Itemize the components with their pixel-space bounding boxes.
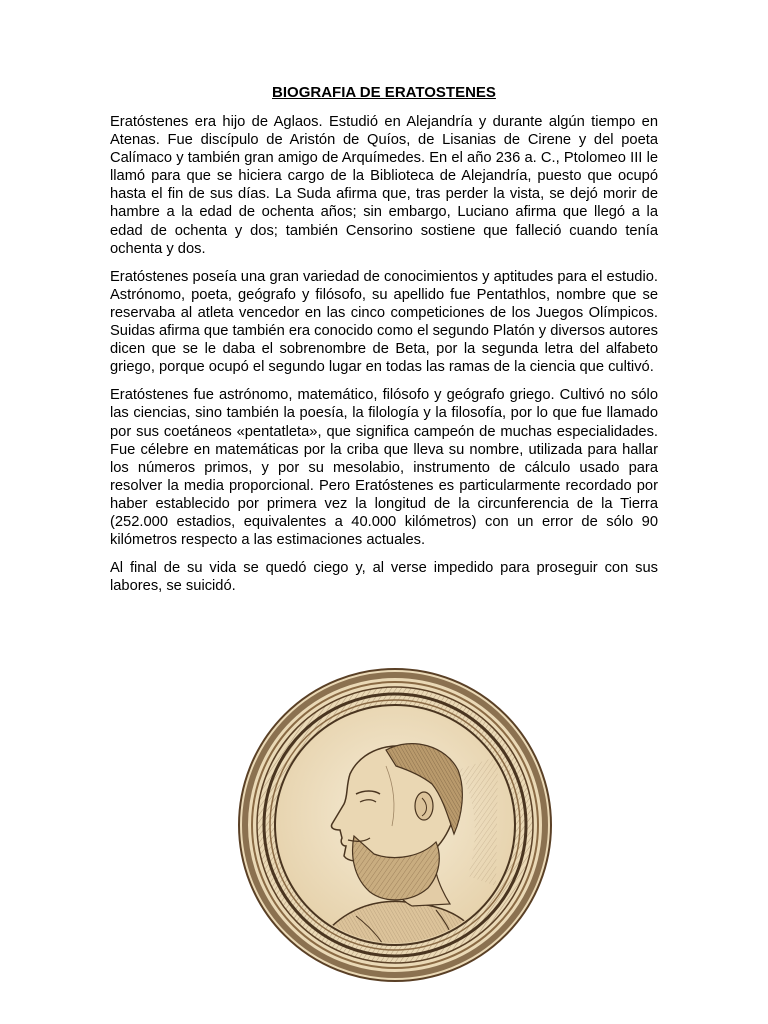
document-page — [110, 84, 658, 605]
paragraph-4: Al final de su vida se quedó ciego y, al verse impedido para proseguir con sus labores, se suicidó. — [110, 560, 658, 595]
paragraph-2: Eratóstenes poseía una gran variedad de conocimientos y aptitudes para el estudio. Astrónomo, poeta, geógrafo y filósofo, su apellido fue Pentathlos, nombre que se reservaba al atleta vencedor en las cinco competiciones de los Juegos Olímpicos. Suidas afirma que también era conocido como el segundo Platón y diversos autores dicen que se le daba el sobrenombre de Beta, por la segunda letra del alfabeto griego, porque ocupó el segundo lugar en todas las ramas de la ciencia que cultivó. — [110, 268, 658, 376]
paragraph-1: Eratóstenes era hijo de Aglaos. Estudió en Alejandría y durante algún tiempo en Atenas. Fue discípulo de Aristón de Quíos, de Lisanias de Cirene y del poeta Calímaco y también gran amigo de Arquímedes. En el año 236 a. C., Ptolomeo III le llamó para que se hiciera cargo de la Biblioteca de Alejandría, puesto que ocupó hasta el fin de sus días. La Suda afirma que, tras perder la vista, se dejó morir de hambre a la edad de ochenta años; sin embargo, Luciano afirma que llegó a la edad de ochenta y dos; también Censorino sostiene que falleció cuando tenía ochenta y dos. — [110, 114, 658, 257]
eratosthenes-portrait-medallion — [236, 666, 554, 984]
document-title: BIOGRAFIA DE ERATOSTENES — [272, 84, 496, 101]
paragraph-3: Eratóstenes fue astrónomo, matemático, filósofo y geógrafo griego. Cultivó no sólo las ciencias, sino también la poesía, la filología y la filosofía, por lo que fue llamado por sus coetáneos «pentatleta», que significa campeón de muchas especialidades. Fue célebre en matemáticas por la criba que lleva su nombre, utilizada para hallar los números primos, y por su mesolabio, instrumento de cálculo usado para resolver la media proporcional. Pero Eratóstenes es particularmente recordado por haber establecido por primera vez la longitud de la circunferencia de la Tierra (252.000 estadios, equivalentes a 40.000 kilómetros) con un error de sólo 90 kilómetros respecto a las estimaciones actuales. — [110, 387, 658, 549]
